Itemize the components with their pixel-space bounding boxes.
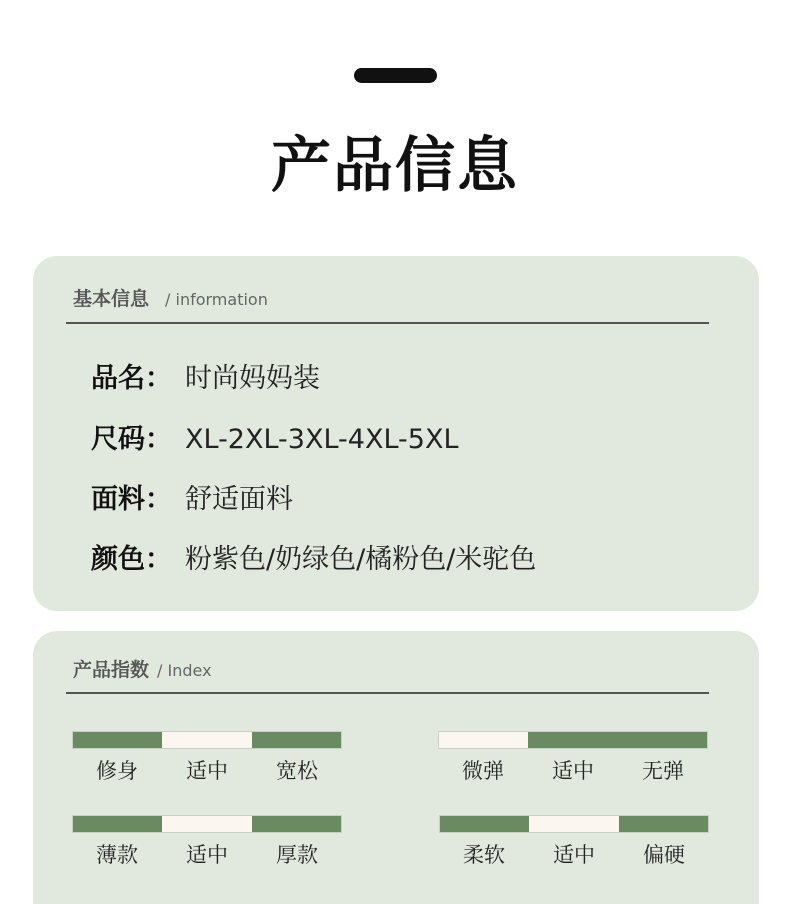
meter-labels bbox=[439, 839, 709, 869]
meter-segment bbox=[73, 816, 162, 832]
meter-label: 适中 bbox=[186, 843, 228, 867]
info-value: XL-2XL-3XL-4XL-5XL bbox=[185, 424, 459, 455]
meter-segment bbox=[252, 816, 341, 832]
meter-label: 修身 bbox=[96, 759, 138, 783]
page-title: 产品信息 bbox=[271, 131, 519, 201]
meter-segment bbox=[73, 732, 162, 748]
basic-info-title: 基本信息 bbox=[73, 288, 150, 310]
info-value: 时尚妈妈装 bbox=[185, 363, 320, 394]
basic-info-card bbox=[33, 256, 759, 611]
info-row-size bbox=[91, 417, 458, 456]
product-index-title: 产品指数 bbox=[73, 659, 150, 681]
info-label: 面料： bbox=[91, 484, 172, 515]
softness-meter bbox=[439, 815, 709, 869]
meter-label: 适中 bbox=[552, 759, 594, 783]
meter-label: 偏硬 bbox=[643, 843, 685, 867]
fit-meter bbox=[72, 731, 342, 785]
meter-label: 薄款 bbox=[96, 843, 138, 867]
divider bbox=[66, 322, 709, 324]
meter-label: 无弹 bbox=[642, 759, 684, 783]
info-row-color bbox=[91, 537, 536, 576]
meter-label: 柔软 bbox=[463, 843, 505, 867]
meter-segment bbox=[618, 732, 707, 748]
meter-labels bbox=[438, 755, 708, 785]
product-index-subtitle: / Index bbox=[157, 661, 212, 680]
meter-label: 厚款 bbox=[276, 843, 318, 867]
basic-info-header bbox=[73, 284, 268, 311]
meter-segment bbox=[440, 816, 529, 832]
meter-label: 微弹 bbox=[462, 759, 504, 783]
meter-label: 适中 bbox=[186, 759, 228, 783]
info-label: 品名： bbox=[91, 363, 172, 394]
meter-bar bbox=[72, 731, 342, 749]
meter-labels bbox=[72, 755, 342, 785]
info-row-name bbox=[91, 356, 320, 395]
info-value: 舒适面料 bbox=[185, 484, 293, 515]
info-label: 颜色： bbox=[91, 544, 172, 575]
meter-labels bbox=[72, 839, 342, 869]
basic-info-subtitle: / information bbox=[165, 290, 268, 309]
product-index-card bbox=[33, 631, 759, 904]
meter-segment bbox=[162, 732, 251, 748]
title-decoration bbox=[354, 68, 437, 83]
meter-segment bbox=[619, 816, 708, 832]
meter-segment bbox=[439, 732, 528, 748]
elasticity-meter bbox=[438, 731, 708, 785]
info-label: 尺码： bbox=[91, 424, 172, 455]
info-row-fabric bbox=[91, 477, 293, 516]
meter-segment bbox=[162, 816, 251, 832]
meter-bar bbox=[438, 731, 708, 749]
meter-segment bbox=[529, 816, 618, 832]
product-index-header bbox=[73, 655, 212, 682]
thickness-meter bbox=[72, 815, 342, 869]
info-value: 粉紫色/奶绿色/橘粉色/米驼色 bbox=[185, 544, 537, 575]
meter-bar bbox=[439, 815, 709, 833]
divider bbox=[66, 692, 709, 694]
meter-bar bbox=[72, 815, 342, 833]
meter-segment bbox=[252, 732, 341, 748]
meter-label: 适中 bbox=[553, 843, 595, 867]
meter-segment bbox=[528, 732, 617, 748]
meter-label: 宽松 bbox=[276, 759, 318, 783]
